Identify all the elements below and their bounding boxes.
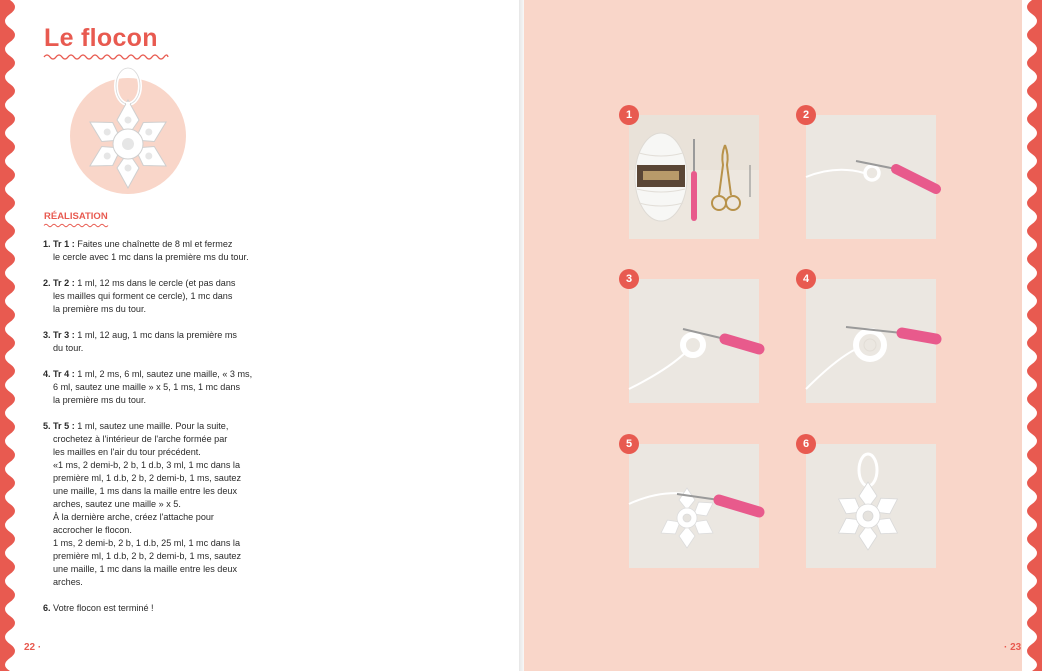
instruction-step — [43, 329, 293, 355]
step-photo-5 — [625, 438, 759, 568]
step-round-label: Tr 1 : — [53, 239, 75, 249]
step-line — [53, 576, 293, 589]
step-photo-2 — [802, 109, 936, 239]
step-line-text: du tour. — [53, 343, 84, 353]
step-round-label: Tr 3 : — [53, 330, 75, 340]
step-line-text: 1 ml, sautez une maille. Pour la suite, — [77, 421, 229, 431]
instruction-step — [43, 420, 293, 589]
step-text — [53, 420, 293, 589]
step-number: 4. — [43, 369, 51, 379]
step-line — [53, 446, 293, 459]
step-line-text: Faites une chaînette de 8 ml et fermez — [77, 239, 233, 249]
instruction-step — [43, 238, 293, 264]
step-line-text: les mailles en l'air du tour précédent. — [53, 447, 201, 457]
step-line — [53, 563, 293, 576]
step-line — [53, 368, 293, 381]
step-badge: 1 — [619, 105, 639, 125]
step-text — [53, 329, 293, 355]
step-line — [53, 381, 293, 394]
section-label-realisation: RÉALISATION — [44, 211, 108, 222]
step-number: 1. — [43, 239, 51, 249]
step-photo-1 — [625, 109, 759, 239]
step-line — [53, 524, 293, 537]
step-line — [53, 420, 293, 433]
step-line — [53, 433, 293, 446]
scalloped-border-left — [0, 0, 20, 671]
step-number: 6. — [43, 603, 51, 613]
step-line — [53, 342, 293, 355]
step-line-text: 1 ml, 2 ms, 6 ml, sautez une maille, « 3 ms, — [77, 369, 253, 379]
step-line — [53, 394, 293, 407]
step-badge: 4 — [796, 269, 816, 289]
photo-materials — [629, 115, 759, 239]
step-text — [53, 238, 293, 264]
step-line — [53, 537, 293, 550]
instruction-steps — [43, 238, 293, 628]
right-page — [524, 0, 1022, 671]
step-line — [53, 277, 293, 290]
step-line — [53, 602, 293, 615]
photo-round-3 — [629, 279, 759, 403]
scalloped-border-right — [1022, 0, 1042, 671]
snowflake-hero-image — [68, 64, 188, 194]
step-line — [53, 303, 293, 316]
step-badge: 5 — [619, 434, 639, 454]
step-text — [53, 277, 293, 316]
step-badge: 6 — [796, 434, 816, 454]
left-page — [20, 0, 519, 671]
step-line-text: arches, sautez une maille » x 5. — [53, 499, 181, 509]
instruction-step — [43, 368, 293, 407]
step-photo-4 — [802, 273, 936, 403]
step-line-text: 1 ml, 12 ms dans le cercle (et pas dans — [77, 278, 236, 288]
step-line-text: une maille, 1 ms dans la maille entre les deux — [53, 486, 237, 496]
photo-finished-flake — [806, 444, 936, 568]
step-number: 2. — [43, 278, 51, 288]
step-line — [53, 485, 293, 498]
step-line-text: une maille, 1 mc dans la maille entre les deux — [53, 564, 237, 574]
step-badge: 2 — [796, 105, 816, 125]
step-line-text: la première ms du tour. — [53, 395, 146, 405]
title-underline-wave — [44, 53, 168, 61]
instruction-step — [43, 602, 293, 615]
step-photo-3 — [625, 273, 759, 403]
step-text — [53, 368, 293, 407]
step-line-text: première ml, 1 d.b, 2 b, 2 demi-b, 1 ms, sautez — [53, 473, 242, 483]
step-round-label: Tr 2 : — [53, 278, 75, 288]
step-line-text: 6 ml, sautez une maille » x 5, 1 ms, 1 mc dans — [53, 382, 241, 392]
step-photo-6 — [802, 438, 936, 568]
step-line-text: les mailles qui forment ce cercle), 1 mc dans — [53, 291, 233, 301]
page-title: Le flocon — [44, 24, 158, 52]
step-round-label: Tr 4 : — [53, 369, 75, 379]
step-badge: 3 — [619, 269, 639, 289]
step-line — [53, 550, 293, 563]
instruction-step — [43, 277, 293, 316]
step-round-label: Tr 5 : — [53, 421, 75, 431]
step-line-text: le cercle avec 1 mc dans la première ms du tour. — [53, 252, 249, 262]
step-line-text: accrocher le flocon. — [53, 525, 132, 535]
step-line-text: 1 ms, 2 demi-b, 2 b, 1 d.b, 25 ml, 1 mc dans la — [53, 538, 241, 548]
step-text — [53, 602, 293, 615]
step-line — [53, 459, 293, 472]
photo-chain-ring — [806, 115, 936, 239]
step-line-text: première ml, 1 d.b, 2 b, 2 demi-b, 1 ms, sautez — [53, 551, 242, 561]
step-line-text: crochetez à l'intérieur de l'arche formée par — [53, 434, 228, 444]
page-number-left: 22 · — [24, 642, 42, 653]
step-line-text: 1 ml, 12 aug, 1 mc dans la première ms — [77, 330, 237, 340]
photo-round-5 — [629, 444, 759, 568]
step-line — [53, 251, 293, 264]
step-line-text: À la dernière arche, créez l'attache pour — [53, 512, 214, 522]
step-line-text: «1 ms, 2 demi-b, 2 b, 1 d.b, 3 ml, 1 mc dans la — [53, 460, 241, 470]
step-line — [53, 290, 293, 303]
step-number: 3. — [43, 330, 51, 340]
photo-round-4 — [806, 279, 936, 403]
page-number-right: · 23 — [1004, 642, 1022, 653]
step-line-text: Votre flocon est terminé ! — [53, 603, 154, 613]
step-number: 5. — [43, 421, 51, 431]
step-line-text: la première ms du tour. — [53, 304, 146, 314]
step-line — [53, 472, 293, 485]
step-line — [53, 329, 293, 342]
section-underline-wave — [44, 223, 108, 228]
step-line — [53, 238, 293, 251]
step-line — [53, 511, 293, 524]
step-line-text: arches. — [53, 577, 83, 587]
step-line — [53, 498, 293, 511]
